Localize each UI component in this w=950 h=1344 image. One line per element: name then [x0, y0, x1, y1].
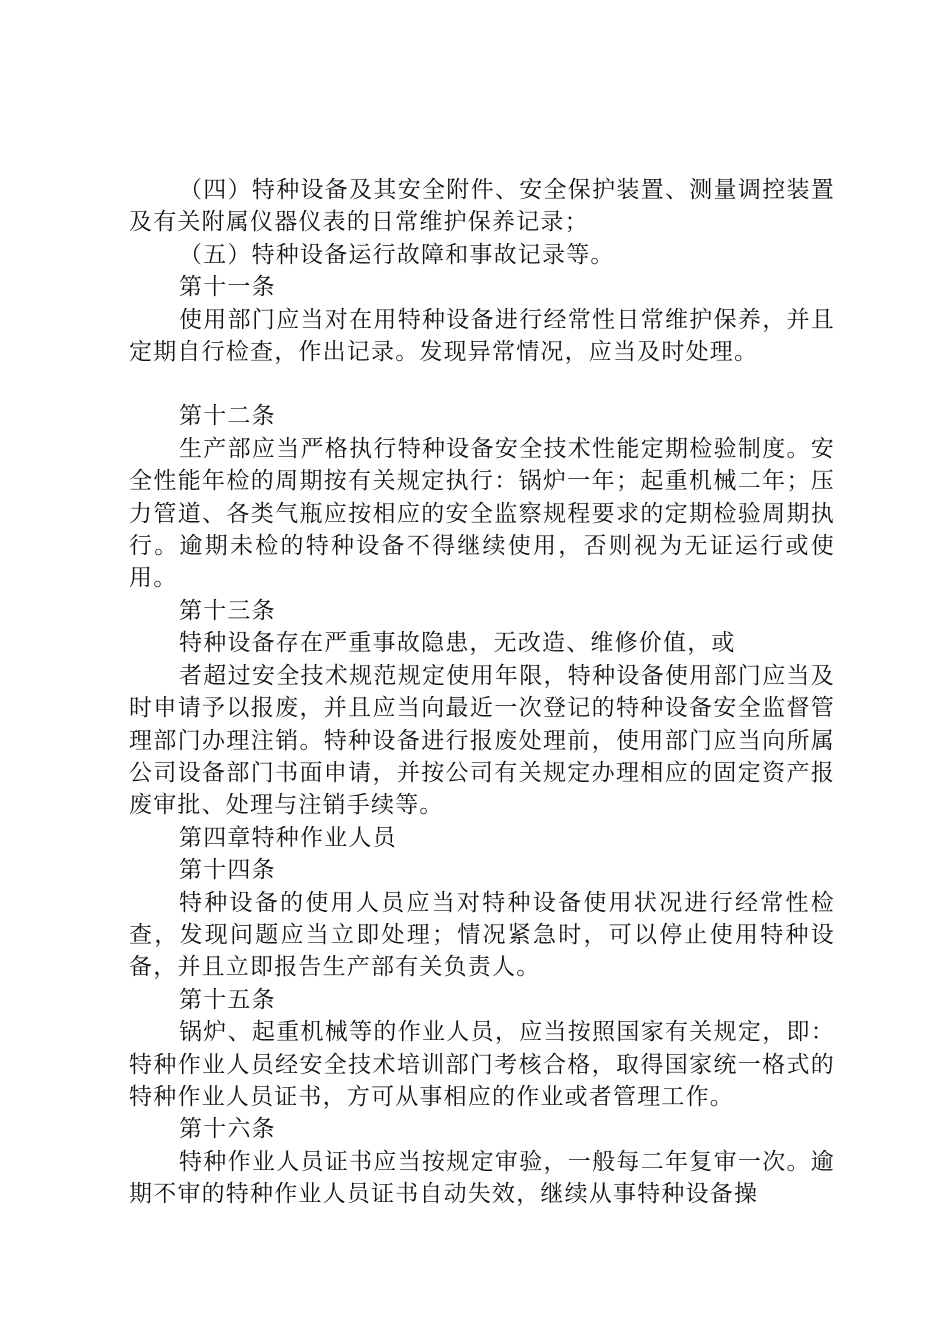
article-12-heading: 第十二条: [179, 403, 276, 430]
chapter-4-heading: 第四章特种作业人员: [179, 824, 397, 851]
article-14-body: 特种设备的使用人员应当对特种设备使用状况进行经常性检查，发现问题应当立即处理；情况紧急时，可以停止使用特种设备，并且立即报告生产部有关负责人。: [129, 889, 835, 981]
article-13-heading: 第十三条: [179, 597, 276, 624]
list-item-five: （五）特种设备运行故障和事故记录等。: [179, 241, 615, 268]
article-11-body: 使用部门应当对在用特种设备进行经常性日常维护保养，并且定期自行检查，作出记录。发现异常情况，应当及时处理。: [129, 306, 835, 366]
document-body: [129, 174, 835, 1211]
article-15-heading: 第十五条: [179, 986, 276, 1013]
article-12-body: 生产部应当严格执行特种设备安全技术性能定期检验制度。安全性能年检的周期按有关规定执行：锅炉一年；起重机械二年；压力管道、各类气瓶应按相应的安全监察规程要求的定期检验周期执行。逾期未检的特种设备不得继续使用，否则视为无证运行或使用。: [129, 435, 835, 592]
article-16-body: 特种作业人员证书应当按规定审验，一般每二年复审一次。逾期不审的特种作业人员证书自动失效，继续从事特种设备操: [129, 1148, 835, 1208]
article-13-body-part2: 者超过安全技术规范规定使用年限，特种设备使用部门应当及时申请予以报废，并且应当向最近一次登记的特种设备安全监督管理部门办理注销。特种设备进行报废处理前，使用部门应当向所属公司设备部门书面申请，并按公司有关规定办理相应的固定资产报废审批、处理与注销手续等。: [129, 662, 835, 819]
list-item-four: （四）特种设备及其安全附件、安全保护装置、测量调控装置及有关附属仪器仪表的日常维护保养记录；: [129, 177, 835, 236]
article-14-heading: 第十四条: [179, 857, 276, 884]
article-11-heading: 第十一条: [179, 274, 276, 301]
article-16-heading: 第十六条: [179, 1116, 276, 1143]
article-13-body-part1: 特种设备存在严重事故隐患，无改造、维修价值，或: [179, 630, 736, 657]
article-15-body: 锅炉、起重机械等的作业人员，应当按照国家有关规定，即：特种作业人员经安全技术培训部门考核合格，取得国家统一格式的特种作业人员证书，方可从事相应的作业或者管理工作。: [129, 1019, 835, 1110]
